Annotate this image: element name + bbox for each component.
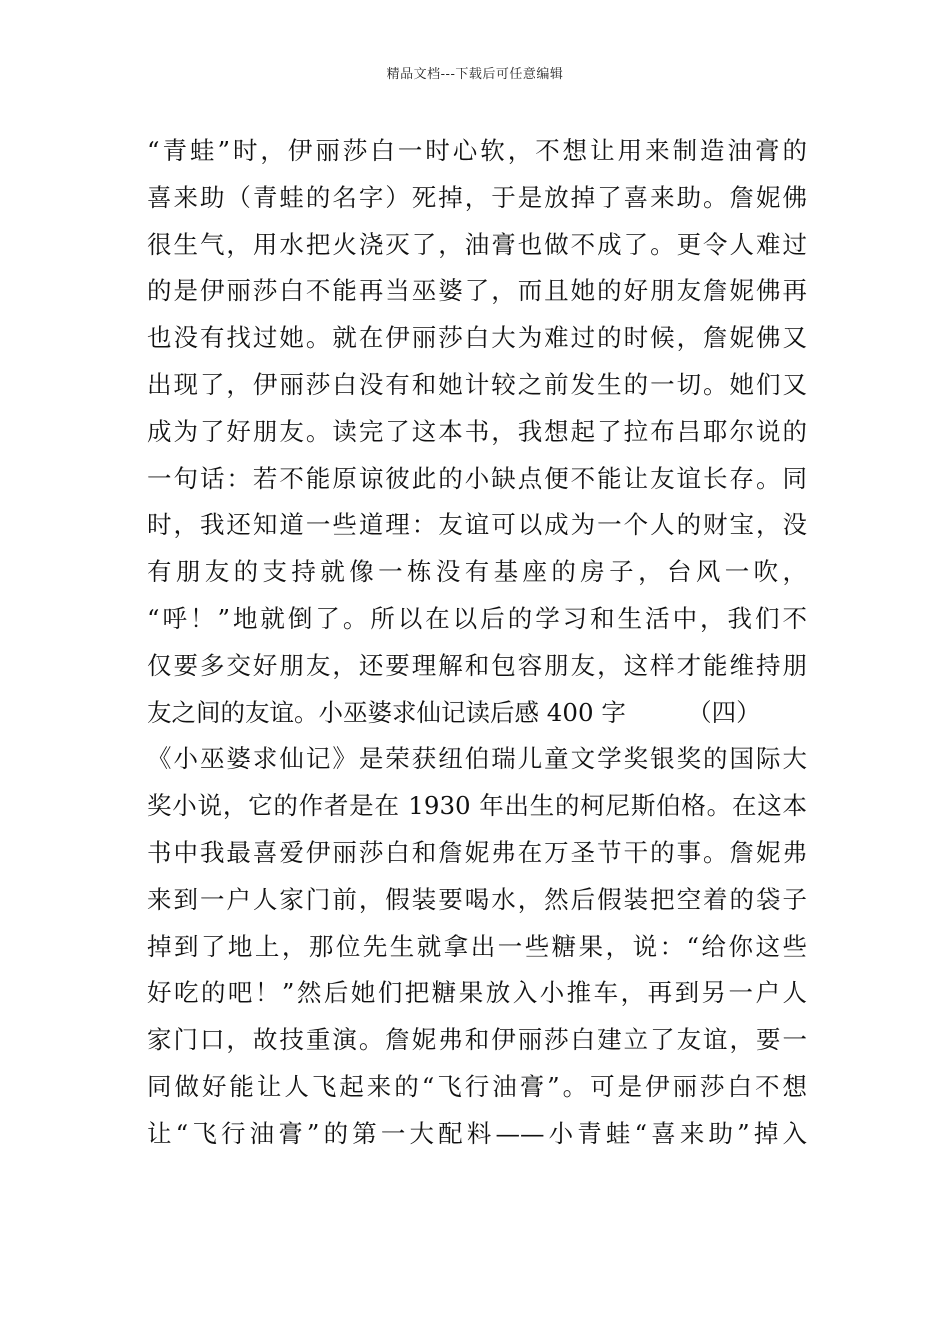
text-line: 好吃的吧！”然后她们把糖果放入小推车，再到另一户人 [147,978,807,1008]
text-line: 让“飞行油膏”的第一大配料——小青蛙“喜来助”掉入 [147,1118,807,1148]
text-line: 一句话：若不能原谅彼此的小缺点便不能让友谊长存。同 [147,463,807,493]
text-line: 有朋友的支持就像一栋没有基座的房子，台风一吹， [147,557,807,587]
text-line: 奖小说，它的作者是在 1930 年出生的柯尼斯伯格。在这本 [147,791,807,821]
text-line: 出现了，伊丽莎白没有和她计较之前发生的一切。她们又 [147,369,807,399]
text-line: 喜来助（青蛙的名字）死掉，于是放掉了喜来助。詹妮佛 [147,182,807,212]
text-line: 很生气，用水把火浇灭了，油膏也做不成了。更令人难过 [147,229,807,259]
text-line: 书中我最喜爱伊丽莎白和詹妮弗在万圣节干的事。詹妮弗 [147,837,807,867]
text-line: 的是伊丽莎白不能再当巫婆了，而且她的好朋友詹妮佛再 [147,276,807,306]
text-line: “呼！”地就倒了。所以在以后的学习和生活中，我们不 [147,603,807,633]
text-line: 《小巫婆求仙记》是荣获纽伯瑞儿童文学奖银奖的国际大 [147,744,807,774]
text-line: 成为了好朋友。读完了这本书，我想起了拉布吕耶尔说的 [147,416,807,446]
text-line: 友之间的友谊。小巫婆求仙记读后感 400 字 （四） [147,697,761,727]
text-line: 也没有找过她。就在伊丽莎白大为难过的时候，詹妮佛又 [147,323,807,353]
text-line: 家门口，故技重演。詹妮弗和伊丽莎白建立了友谊，要一 [147,1025,807,1055]
text-line: 同做好能让人飞起来的“飞行油膏”。可是伊丽莎白不想 [147,1071,807,1101]
text-line: 仅要多交好朋友，还要理解和包容朋友，这样才能维持朋 [147,650,807,680]
page-header: 精品文档---下载后可任意编辑 [386,67,564,82]
document-body [147,128,807,1158]
text-line: “青蛙”时，伊丽莎白一时心软，不想让用来制造油膏的 [147,136,807,165]
text-line: 来到一户人家门前，假装要喝水，然后假装把空着的袋子 [147,884,807,914]
text-line: 时，我还知道一些道理：友谊可以成为一个人的财宝，没 [147,510,807,540]
text-line: 掉到了地上，那位先生就拿出一些糖果，说：“给你这些 [147,931,807,961]
